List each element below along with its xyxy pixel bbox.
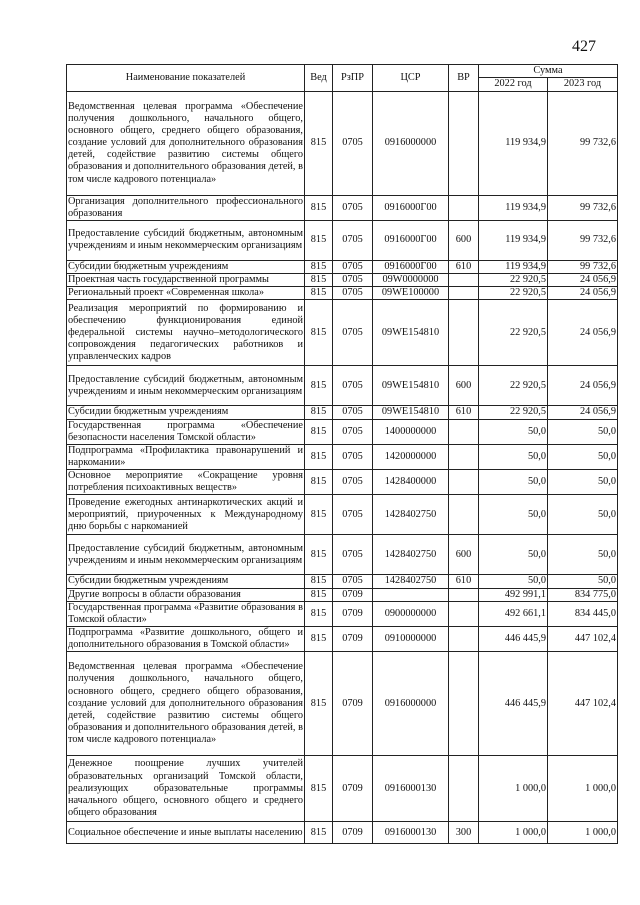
cell-name: Основное мероприятие «Сокращение уровня потребления психоактивных веществ» — [68, 470, 303, 494]
cell-ved: 815 — [305, 260, 333, 273]
table-row — [67, 756, 618, 822]
cell-2023: 50,0 — [548, 470, 618, 495]
cell-2022: 1 000,0 — [479, 822, 548, 844]
cell-name: Предоставление субсидий бюджетным, автономным учреждениям и иным некоммерческим организациям — [67, 366, 305, 406]
cell-vr — [449, 470, 479, 495]
cell-name: Денежное поощрение лучших учителей образовательных организаций Томской области, реализующих образовательные программы начального общего, основного общего и среднего общего образования — [67, 756, 305, 822]
cell-2022: 119 934,9 — [479, 220, 548, 260]
cell-name: Подпрограмма «Профилактика правонарушений и наркомании» — [68, 444, 303, 468]
cell-2022: 119 934,9 — [479, 91, 548, 195]
header-vr: ВР — [449, 65, 479, 92]
cell-rzpr: 0705 — [333, 195, 373, 220]
cell-rzpr: 0705 — [333, 419, 373, 444]
cell-csr: 1428402750 — [373, 495, 449, 535]
cell-name: Предоставление субсидий бюджетным, автономным учреждениям и иным некоммерческим организациям — [67, 535, 305, 575]
cell-csr: 0916000Г00 — [373, 220, 449, 260]
table-row — [67, 588, 618, 601]
table-row — [67, 822, 618, 844]
cell-2022: 22 920,5 — [479, 300, 548, 366]
cell-vr — [449, 444, 479, 469]
table-row — [67, 260, 618, 273]
cell-2022: 22 920,5 — [479, 274, 548, 287]
cell-name: Другие вопросы в области образования — [67, 588, 305, 601]
budget-table — [66, 64, 618, 844]
table-row — [67, 470, 618, 495]
cell-vr — [449, 274, 479, 287]
cell-vr: 600 — [449, 535, 479, 575]
cell-ved: 815 — [305, 588, 333, 601]
table-row — [67, 91, 618, 195]
cell-ved: 815 — [305, 366, 333, 406]
cell-name: Субсидии бюджетным учреждениям — [67, 406, 305, 419]
cell-rzpr: 0709 — [333, 652, 373, 756]
cell-rzpr: 0705 — [333, 495, 373, 535]
table-row — [67, 419, 618, 444]
cell-csr: 0900000000 — [373, 601, 449, 626]
cell-ved: 815 — [305, 220, 333, 260]
cell-2023: 834 445,0 — [548, 601, 618, 626]
cell-vr: 300 — [449, 822, 479, 844]
cell-2022: 446 445,9 — [479, 626, 548, 651]
cell-vr — [449, 287, 479, 300]
cell-2022: 492 991,1 — [479, 588, 548, 601]
table-row — [67, 626, 618, 651]
cell-rzpr: 0705 — [333, 470, 373, 495]
cell-csr: 0916000Г00 — [373, 260, 449, 273]
table-row — [67, 220, 618, 260]
cell-vr: 610 — [449, 406, 479, 419]
cell-2023: 99 732,6 — [548, 195, 618, 220]
table-row — [67, 195, 618, 220]
cell-rzpr: 0709 — [333, 588, 373, 601]
cell-ved: 815 — [305, 652, 333, 756]
cell-2022: 22 920,5 — [479, 406, 548, 419]
cell-rzpr: 0705 — [333, 287, 373, 300]
cell-vr — [449, 626, 479, 651]
table-row — [67, 535, 618, 575]
cell-2023: 447 102,4 — [548, 626, 618, 651]
cell-rzpr: 0705 — [333, 260, 373, 273]
cell-2023: 50,0 — [548, 444, 618, 469]
cell-2022: 50,0 — [479, 470, 548, 495]
cell-name: Социальное обеспечение и иные выплаты населению — [67, 822, 305, 844]
cell-rzpr: 0705 — [333, 406, 373, 419]
cell-name: Организация дополнительного профессионального образования — [68, 195, 303, 219]
cell-vr: 610 — [449, 260, 479, 273]
cell-2023: 99 732,6 — [548, 220, 618, 260]
cell-vr — [449, 588, 479, 601]
cell-2023: 50,0 — [548, 495, 618, 535]
cell-csr: 09WE100000 — [373, 287, 449, 300]
header-name: Наименование показателей — [67, 65, 305, 92]
cell-vr — [449, 419, 479, 444]
cell-rzpr: 0709 — [333, 626, 373, 651]
cell-rzpr: 0705 — [333, 300, 373, 366]
cell-2023: 99 732,6 — [548, 91, 618, 195]
cell-rzpr: 0709 — [333, 756, 373, 822]
cell-2022: 22 920,5 — [479, 366, 548, 406]
cell-2023: 834 775,0 — [548, 588, 618, 601]
cell-csr: 09WE154810 — [373, 406, 449, 419]
cell-rzpr: 0705 — [333, 444, 373, 469]
cell-2023: 24 056,9 — [548, 274, 618, 287]
header-sum: Сумма — [479, 65, 618, 78]
cell-csr: 0910000000 — [373, 626, 449, 651]
cell-csr — [373, 588, 449, 601]
header-csr: ЦСР — [373, 65, 449, 92]
cell-rzpr: 0705 — [333, 220, 373, 260]
cell-2022: 1 000,0 — [479, 756, 548, 822]
cell-ved: 815 — [305, 300, 333, 366]
cell-ved: 815 — [305, 495, 333, 535]
table-row — [67, 444, 618, 469]
cell-name: Региональный проект «Современная школа» — [67, 287, 305, 300]
cell-2022: 50,0 — [479, 535, 548, 575]
cell-csr: 0916000Г00 — [373, 195, 449, 220]
cell-2023: 24 056,9 — [548, 287, 618, 300]
cell-vr — [449, 300, 479, 366]
cell-2022: 22 920,5 — [479, 287, 548, 300]
cell-2023: 24 056,9 — [548, 406, 618, 419]
cell-2023: 24 056,9 — [548, 300, 618, 366]
cell-csr: 1428402750 — [373, 575, 449, 588]
cell-ved: 815 — [305, 601, 333, 626]
cell-ved: 815 — [305, 444, 333, 469]
cell-vr — [449, 91, 479, 195]
cell-2023: 447 102,4 — [548, 652, 618, 756]
cell-name: Субсидии бюджетным учреждениям — [67, 260, 305, 273]
cell-rzpr: 0705 — [333, 274, 373, 287]
table-row — [67, 366, 618, 406]
cell-name: Реализация мероприятий по формированию и обеспечению функционирования единой федеральной системы научно–методологического сопровождения педагогических работников и управленческих кадров — [67, 300, 305, 366]
cell-vr: 600 — [449, 366, 479, 406]
cell-name: Государственная программа «Развитие образования в Томской области» — [68, 601, 303, 625]
table-row — [67, 300, 618, 366]
table-row — [67, 406, 618, 419]
header-ved: Вед — [305, 65, 333, 92]
cell-csr: 09WE154810 — [373, 366, 449, 406]
header-2023: 2023 год — [548, 78, 618, 91]
cell-2023: 1 000,0 — [548, 822, 618, 844]
cell-ved: 815 — [305, 406, 333, 419]
cell-ved: 815 — [305, 195, 333, 220]
cell-ved: 815 — [305, 470, 333, 495]
cell-csr: 0916000000 — [373, 91, 449, 195]
table-row — [67, 652, 618, 756]
cell-2023: 50,0 — [548, 419, 618, 444]
cell-vr — [449, 495, 479, 535]
cell-ved: 815 — [305, 756, 333, 822]
cell-csr: 0916000130 — [373, 756, 449, 822]
cell-csr: 0916000000 — [373, 652, 449, 756]
cell-2023: 50,0 — [548, 575, 618, 588]
table-row — [67, 495, 618, 535]
cell-name: Субсидии бюджетным учреждениям — [67, 575, 305, 588]
cell-csr: 09WE154810 — [373, 300, 449, 366]
cell-csr: 09W0000000 — [373, 274, 449, 287]
cell-csr: 1428400000 — [373, 470, 449, 495]
table-body — [67, 91, 618, 844]
header-rzpr: РзПР — [333, 65, 373, 92]
cell-2023: 99 732,6 — [548, 260, 618, 273]
table-row — [67, 274, 618, 287]
cell-csr: 1420000000 — [373, 444, 449, 469]
cell-vr: 610 — [449, 575, 479, 588]
cell-2022: 50,0 — [479, 575, 548, 588]
cell-csr: 1400000000 — [373, 419, 449, 444]
cell-2022: 492 661,1 — [479, 601, 548, 626]
cell-name: Проектная часть государственной программы — [67, 274, 305, 287]
cell-vr — [449, 756, 479, 822]
cell-name: Ведомственная целевая программа «Обеспечение получения дошкольного, начального общего, основного общего, среднего общего образования, создание условий для дополнительного образования детей, содействие развитию системы общего образования и дополнительного образования детей, в том числе кадрового потенциала» — [67, 652, 305, 756]
cell-vr: 600 — [449, 220, 479, 260]
cell-ved: 815 — [305, 575, 333, 588]
cell-ved: 815 — [305, 535, 333, 575]
cell-2022: 446 445,9 — [479, 652, 548, 756]
cell-ved: 815 — [305, 287, 333, 300]
cell-2023: 24 056,9 — [548, 366, 618, 406]
cell-2023: 1 000,0 — [548, 756, 618, 822]
page-number: 427 — [572, 38, 596, 55]
cell-vr — [449, 195, 479, 220]
cell-ved: 815 — [305, 626, 333, 651]
cell-2022: 119 934,9 — [479, 195, 548, 220]
table-row — [67, 575, 618, 588]
cell-rzpr: 0709 — [333, 601, 373, 626]
cell-name: Проведение ежегодных антинаркотических акций и мероприятий, приуроченных к Международному дню борьбы с наркоманией — [67, 495, 305, 535]
cell-name: Ведомственная целевая программа «Обеспечение получения дошкольного, начального общего, основного общего, среднего общего образования, создание условий для дополнительного образования детей, содействие развитию системы общего образования и дополнительного образования детей, в том числе кадрового потенциала» — [67, 91, 305, 195]
cell-name: Государственная программа «Обеспечение безопасности населения Томской области» — [68, 419, 303, 443]
cell-ved: 815 — [305, 274, 333, 287]
cell-2022: 50,0 — [479, 495, 548, 535]
cell-rzpr: 0705 — [333, 535, 373, 575]
cell-rzpr: 0705 — [333, 366, 373, 406]
table-row — [67, 601, 618, 626]
cell-name: Подпрограмма «Развитие дошкольного, общего и дополнительного образования в Томской области» — [68, 626, 303, 651]
cell-2022: 119 934,9 — [479, 260, 548, 273]
cell-2022: 50,0 — [479, 444, 548, 469]
cell-csr: 1428402750 — [373, 535, 449, 575]
cell-rzpr: 0705 — [333, 91, 373, 195]
cell-2023: 50,0 — [548, 535, 618, 575]
cell-2022: 50,0 — [479, 419, 548, 444]
header-2022: 2022 год — [479, 78, 548, 91]
cell-rzpr: 0709 — [333, 822, 373, 844]
cell-ved: 815 — [305, 419, 333, 444]
cell-ved: 815 — [305, 822, 333, 844]
cell-rzpr: 0705 — [333, 575, 373, 588]
cell-vr — [449, 601, 479, 626]
cell-csr: 0916000130 — [373, 822, 449, 844]
table-row — [67, 287, 618, 300]
cell-name: Предоставление субсидий бюджетным, автономным учреждениям и иным некоммерческим организациям — [67, 220, 305, 260]
cell-ved: 815 — [305, 91, 333, 195]
cell-vr — [449, 652, 479, 756]
